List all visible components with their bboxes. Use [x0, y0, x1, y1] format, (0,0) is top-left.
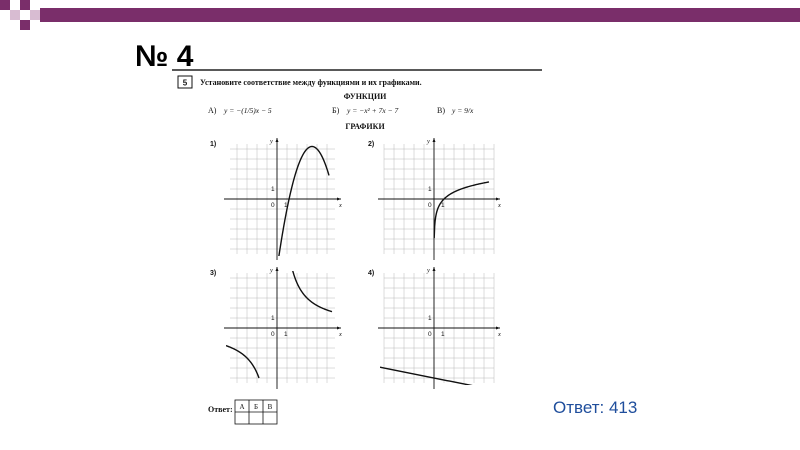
y-axis-label: y	[427, 267, 430, 274]
answer-table	[235, 400, 277, 424]
x-unit-label: 1	[284, 202, 288, 209]
origin-label: 0	[428, 202, 432, 209]
graph-label-4: 4)	[368, 270, 375, 277]
task-scan	[172, 68, 542, 440]
graph-curve-2	[434, 182, 489, 238]
origin-label: 0	[428, 331, 432, 338]
function-letter-a: А)	[208, 106, 217, 115]
function-formula-b: y = −x² + 7x − 7	[347, 106, 399, 115]
answer-col-b: Б	[253, 403, 259, 411]
graph-panel-2	[368, 138, 501, 260]
graphs-grid	[210, 138, 542, 418]
slide-title: № 4	[135, 40, 194, 73]
graph-curve-4	[335, 358, 542, 418]
graph-curve-1	[276, 147, 329, 277]
y-unit-label: 1	[271, 315, 275, 322]
function-letter-b: Б)	[332, 106, 340, 115]
task-instruction: Установите соответствие между функциями и их графиками.	[200, 78, 422, 87]
graph-panel-1	[210, 138, 342, 276]
top-decoration-bar	[0, 0, 800, 30]
x-unit-label: 1	[284, 331, 288, 338]
y-axis-label: y	[270, 138, 273, 145]
graph-label-3: 3)	[210, 270, 217, 277]
x-axis-label: x	[339, 331, 342, 338]
function-formula-a: y = −(1/5)x − 5	[224, 106, 272, 115]
functions-header: ФУНКЦИИ	[343, 92, 387, 101]
y-axis-label: y	[427, 138, 430, 145]
origin-label: 0	[271, 331, 275, 338]
x-unit-label: 1	[441, 331, 445, 338]
x-axis-label: x	[339, 202, 342, 209]
graph-panel-3	[210, 264, 342, 389]
graph-curve-3-branch-1	[222, 344, 259, 378]
y-unit-label: 1	[428, 315, 432, 322]
answer-col-a: А	[239, 403, 245, 411]
function-formula-c: y = 9/x	[452, 106, 474, 115]
graph-panel-4	[335, 267, 542, 418]
x-axis-label: x	[498, 331, 501, 338]
graphs-header: ГРАФИКИ	[345, 122, 385, 131]
x-axis-label: x	[498, 202, 501, 209]
task-number: 5	[182, 78, 188, 88]
function-letter-c: В)	[437, 106, 445, 115]
answer-col-c: В	[267, 403, 273, 411]
answer-text: Ответ: 413	[553, 398, 638, 417]
y-unit-label: 1	[271, 186, 275, 193]
y-axis-label: y	[270, 267, 273, 274]
answer-label: Ответ:	[208, 405, 233, 414]
graph-label-1: 1)	[210, 141, 217, 148]
origin-label: 0	[271, 202, 275, 209]
y-unit-label: 1	[428, 186, 432, 193]
x-unit-label: 1	[441, 202, 445, 209]
graph-label-2: 2)	[368, 141, 375, 148]
